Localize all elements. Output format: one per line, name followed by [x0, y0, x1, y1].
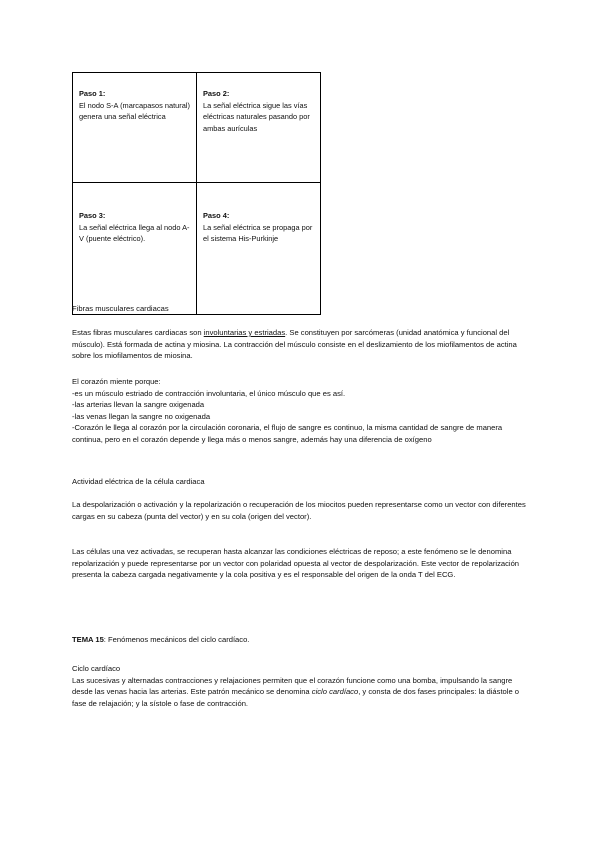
- step-4-cell: [197, 183, 321, 315]
- steps-table: [72, 72, 321, 315]
- fibras-text-start: Estas fibras musculares cardiacas son: [72, 328, 204, 337]
- tema-title: : Fenómenos mecánicos del ciclo cardíaco.: [103, 635, 250, 644]
- step-2-title: Paso 2:: [203, 89, 230, 98]
- step-1-cell: [73, 73, 197, 183]
- list-item: -las arterias llevan la sangre oxigenada: [72, 400, 205, 410]
- tema-heading: [72, 634, 528, 646]
- ciclo-italic: ciclo cardíaco: [311, 687, 359, 697]
- ciclo-heading: Ciclo cardíaco: [72, 664, 121, 673]
- list-item: -Corazón le llega al corazón por la circulación coronaria, el flujo de sangre es continuo, la misma cantidad de sangre de manera continua, pero en el corazón depende y llega más o menos sangre, además hay una diferencia de oxígeno: [72, 423, 503, 444]
- step-2-text: La señal eléctrica sigue las vías eléctricas naturales pasando por ambas aurículas: [203, 100, 310, 133]
- step-3-title: Paso 3:: [79, 211, 106, 220]
- step-1-title: Paso 1:: [79, 89, 106, 98]
- corazon-heading: El corazón miente porque:: [72, 377, 161, 386]
- list-item: -es un músculo estriado de contracción involuntaria, el único músculo que es así.: [72, 388, 346, 398]
- tema-label: TEMA 15: [72, 635, 104, 644]
- step-3-cell: [73, 183, 197, 315]
- step-2-cell: [197, 73, 321, 183]
- fibras-paragraph: [72, 327, 528, 362]
- ciclo-paragraph: Las sucesivas y alternadas contracciones y relajaciones permiten que el corazón funcione como una bomba, impulsando la sangre desde las venas hacia las arterias. Este patrón mecánico se denomina ciclo cardíaco, y consta de dos fases principales: la diástole o fase de relajación; y la sístole o fase de contracción.: [72, 675, 520, 708]
- actividad-paragraph-2: Las células una vez activadas, se recuperan hasta alcanzar las condiciones eléctricas de reposo; a este fenómeno se le denomina repolarización y puede representarse por un vector con polaridad opuesta al vector de despolarización. Este vector de repolarización presenta la cabeza cargada negativamente y la cola positiva y es el responsable del origen de la onda T del ECG.: [72, 547, 520, 580]
- step-1-text: El nodo S-A (marcapasos natural) genera una señal eléctrica: [79, 100, 190, 122]
- fibras-underlined: involuntarias y estriadas: [203, 328, 286, 337]
- list-item: -las venas llegan la sangre no oxigenada: [72, 411, 211, 421]
- step-4-text: La señal eléctrica se propaga por el sistema His-Purkinje: [203, 222, 313, 244]
- fibras-heading: Fibras musculares cardiacas: [72, 304, 169, 313]
- actividad-heading: Actividad eléctrica de la célula cardiaca: [72, 477, 205, 486]
- ciclo-section: [72, 663, 528, 709]
- step-3-text: La señal eléctrica llega al nodo A-V (puente eléctrico).: [79, 222, 190, 244]
- corazon-section: [72, 376, 528, 446]
- step-4-title: Paso 4:: [203, 211, 230, 220]
- actividad-paragraph-1: La despolarización o activación y la repolarización o recuperación de los miocitos pueden representarse como un vector con diferentes cargas en su cabeza (punta del vector) y en su cola (origen del vector).: [72, 500, 526, 521]
- fibras-text-end: . Se constituyen por sarcómeras (unidad anatómica y funcional del músculo). Está formada de actina y miosina. La contracción del músculo consiste en el deslizamiento de los miofilamentos de actina sobre los miofilamentos de miosina.: [72, 328, 517, 361]
